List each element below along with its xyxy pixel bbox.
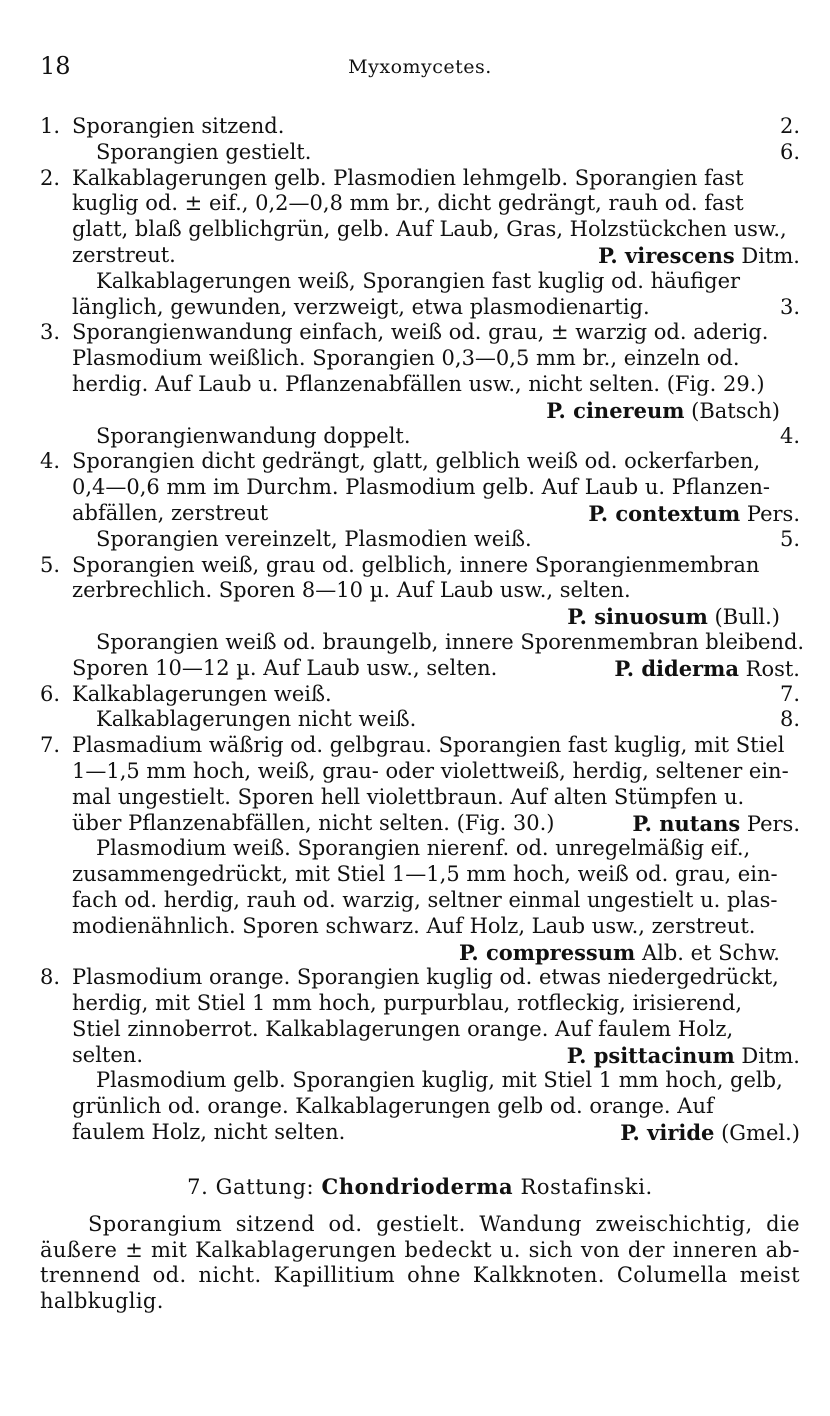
description-word: sitzend bbox=[235, 1211, 315, 1236]
key-text: selten. bbox=[72, 1042, 143, 1067]
description-word: gestielt. bbox=[376, 1211, 466, 1236]
couplet-number: 2. bbox=[40, 165, 61, 190]
key-text: Kalkablagerungen nicht weiß. bbox=[96, 707, 417, 732]
species-binomial: P. nutans bbox=[632, 810, 741, 836]
key-text: herdig. Auf Laub u. Pflanzenabfällen usw., nicht selten. (Fig. 29.) bbox=[72, 371, 765, 396]
key-line bbox=[40, 578, 800, 604]
couplet-number: 8. bbox=[40, 965, 61, 990]
species-name bbox=[614, 656, 800, 683]
species-author: Ditm. bbox=[741, 243, 800, 268]
key-text: zusammengedrückt, mit Stiel 1—1,5 mm hoch, weiß od. grau, ein- bbox=[72, 862, 778, 887]
key-text: Stiel zinnoberrot. Kalkablagerungen orange. Auf faulem Holz, bbox=[72, 1016, 734, 1041]
couplet-number: 4. bbox=[40, 449, 61, 474]
key-line bbox=[40, 449, 800, 475]
page-number: 18 bbox=[40, 52, 71, 80]
lead-reference: 7. bbox=[779, 681, 800, 706]
key-text: Kalkablagerungen gelb. Plasmodien lehmgelb. Sporangien fast bbox=[72, 165, 744, 190]
lead-reference: 3. bbox=[779, 294, 800, 319]
key-line bbox=[40, 888, 800, 914]
key-text: Sporangienwandung doppelt. bbox=[96, 423, 411, 448]
description-word: nicht. bbox=[198, 1263, 262, 1288]
key-text: kuglig od. ± eif., 0,2—0,8 mm br., dicht gedrängt, rauh od. fast bbox=[72, 191, 744, 216]
key-text: 1—1,5 mm hoch, weiß, grau- oder violettweiß, herdig, seltener ein- bbox=[72, 758, 789, 783]
key-text: Sporangien vereinzelt, Plasmodien weiß. bbox=[96, 526, 532, 551]
key-text: Plasmadium wäßrig od. gelbgrau. Sporangien fast kuglig, mit Stiel bbox=[72, 733, 785, 758]
key-line bbox=[40, 398, 800, 424]
key-line bbox=[40, 991, 800, 1017]
key-line bbox=[40, 372, 800, 398]
species-binomial: P. cinereum bbox=[546, 397, 685, 423]
key-text: Plasmodium weiß. Sporangien nierenf. od. unregelmäßig eif., bbox=[96, 836, 751, 861]
key-text: über Pflanzenabfällen, nicht selten. (Fig. 30.) bbox=[72, 810, 555, 835]
description-line bbox=[40, 1238, 800, 1264]
couplet-number: 5. bbox=[40, 552, 61, 577]
genus-author: Rostafinski. bbox=[520, 1174, 653, 1199]
species-name bbox=[598, 243, 800, 270]
description-word: trennend bbox=[40, 1263, 141, 1288]
species-binomial: P. diderma bbox=[614, 655, 739, 681]
key-line bbox=[40, 424, 800, 450]
key-text: mal ungestielt. Sporen hell violettbraun. Auf alten Stümpfen u. bbox=[72, 784, 745, 809]
species-name bbox=[567, 604, 780, 631]
key-couplet bbox=[40, 449, 800, 526]
key-couplet bbox=[40, 965, 800, 1068]
species-name bbox=[620, 1120, 800, 1147]
key-line bbox=[40, 940, 800, 966]
lead-reference: 4. bbox=[779, 423, 800, 448]
key-text: Sporangien gestielt. bbox=[96, 139, 312, 164]
description-word: Kalkablagerungen bbox=[195, 1237, 397, 1262]
key-text: Plasmodium orange. Sporangien kuglig od. etwas niedergedrückt, bbox=[72, 965, 779, 990]
genus-heading bbox=[40, 1174, 800, 1200]
key-line bbox=[40, 604, 800, 630]
key-text: zerstreut. bbox=[72, 242, 176, 267]
key-couplet bbox=[40, 527, 800, 553]
species-name bbox=[546, 398, 780, 425]
lead-reference: 5. bbox=[779, 526, 800, 551]
species-name bbox=[632, 811, 800, 838]
genus-prefix: 7. Gattung: bbox=[187, 1174, 315, 1199]
key-text: grünlich od. orange. Kalkablagerungen gelb od. orange. Auf bbox=[72, 1094, 714, 1119]
key-line bbox=[40, 475, 800, 501]
key-text: Kalkablagerungen weiß. bbox=[72, 681, 332, 706]
key-text: faulem Holz, nicht selten. bbox=[72, 1120, 346, 1145]
species-binomial: P. virescens bbox=[598, 242, 735, 268]
species-author: Pers. bbox=[746, 811, 800, 836]
lead-reference: 6. bbox=[779, 139, 800, 164]
description-word: od. bbox=[152, 1263, 187, 1288]
species-binomial: P. compressum bbox=[459, 939, 636, 965]
description-word: Kapillitium bbox=[273, 1263, 396, 1288]
key-line bbox=[40, 629, 805, 656]
key-couplet bbox=[40, 269, 800, 321]
description-word: ab- bbox=[765, 1237, 800, 1262]
key-couplet bbox=[40, 166, 800, 269]
key-line bbox=[40, 501, 800, 527]
key-text: Plasmodium weißlich. Sporangien 0,3—0,5 mm br., einzeln od. bbox=[72, 346, 740, 371]
key-line bbox=[40, 682, 800, 708]
species-name bbox=[459, 940, 780, 967]
description-word: Kalkknoten. bbox=[472, 1263, 605, 1288]
key-text: 0,4—0,6 mm im Durchm. Plasmodium gelb. Auf Laub u. Pflanzen- bbox=[72, 475, 770, 500]
key-line bbox=[40, 140, 800, 166]
key-line bbox=[40, 914, 800, 940]
species-name bbox=[567, 1043, 800, 1070]
lead-reference: 2. bbox=[779, 114, 800, 138]
species-author: (Gmel.) bbox=[721, 1121, 800, 1146]
key-line bbox=[40, 836, 800, 862]
couplet-number: 3. bbox=[40, 320, 61, 345]
key-couplet bbox=[40, 707, 800, 733]
species-author: Pers. bbox=[746, 501, 800, 526]
key-line bbox=[40, 1120, 800, 1146]
key-line bbox=[40, 707, 800, 733]
key-couplet bbox=[40, 1068, 800, 1145]
key-couplet bbox=[40, 424, 800, 450]
description-word: von bbox=[580, 1237, 621, 1262]
description-word: Columella bbox=[616, 1263, 728, 1288]
key-couplet bbox=[40, 733, 800, 836]
key-line bbox=[40, 1043, 800, 1069]
description-line bbox=[40, 1212, 800, 1238]
description-word: Sporangium bbox=[88, 1211, 223, 1236]
key-line bbox=[40, 217, 800, 243]
description-word: bedeckt bbox=[404, 1237, 492, 1262]
description-word: meist bbox=[739, 1263, 800, 1288]
species-author: (Bull.) bbox=[714, 605, 780, 630]
key-text: Sporangien sitzend. bbox=[72, 114, 285, 138]
key-line bbox=[40, 862, 800, 888]
key-line bbox=[40, 811, 800, 837]
key-couplet bbox=[40, 320, 800, 423]
description-word: mit bbox=[151, 1237, 188, 1262]
species-binomial: P. contextum bbox=[588, 500, 741, 526]
description-word: äußere bbox=[40, 1237, 118, 1262]
description-word: ± bbox=[125, 1237, 144, 1262]
couplet-number: 1. bbox=[40, 114, 61, 138]
key-text: abfällen, zerstreut bbox=[72, 500, 269, 525]
key-text: Sporangien weiß od. braungelb, innere Sporenmembran bleibend. bbox=[96, 629, 805, 654]
key-line bbox=[40, 733, 800, 759]
key-line bbox=[40, 114, 800, 140]
page bbox=[40, 52, 805, 1315]
key-line bbox=[40, 759, 800, 785]
species-name bbox=[588, 501, 800, 528]
key-text: glatt, blaß gelblichgrün, gelb. Auf Laub, Gras, Holzstückchen usw., bbox=[72, 217, 787, 242]
species-author: (Batsch) bbox=[691, 398, 780, 423]
key-line bbox=[40, 1017, 800, 1043]
key-line bbox=[40, 1094, 800, 1120]
key-couplet bbox=[40, 140, 800, 166]
identification-key bbox=[40, 114, 805, 1146]
key-text: herdig, mit Stiel 1 mm hoch, purpurblau, rotfleckig, irisierend, bbox=[72, 991, 743, 1016]
key-text: Sporen 10—12 µ. Auf Laub usw., selten. bbox=[72, 655, 498, 680]
description-word: Wandung bbox=[479, 1211, 582, 1236]
key-line bbox=[40, 243, 800, 269]
description-word: die bbox=[766, 1211, 800, 1236]
key-line bbox=[40, 1068, 800, 1094]
couplet-number: 7. bbox=[40, 733, 61, 758]
key-text: länglich, gewunden, verzweigt, etwa plasmodienartig. bbox=[72, 294, 650, 319]
species-binomial: P. psittacinum bbox=[566, 1042, 735, 1068]
description-line bbox=[40, 1263, 800, 1289]
key-text: Sporangienwandung einfach, weiß od. grau, ± warzig od. aderig. bbox=[72, 320, 769, 345]
key-line bbox=[40, 785, 800, 811]
running-title: Myxomycetes. bbox=[348, 56, 492, 78]
key-text: fach od. herdig, rauh od. warzig, seltner einmal ungestielt u. plas- bbox=[72, 887, 778, 912]
key-line bbox=[40, 295, 800, 321]
key-text: Sporangien dicht gedrängt, glatt, gelblich weiß od. ockerfarben, bbox=[72, 449, 761, 474]
lead-reference: 8. bbox=[779, 707, 800, 732]
species-author: Rost. bbox=[745, 656, 800, 681]
key-couplet bbox=[40, 629, 805, 682]
key-couplet bbox=[40, 114, 800, 140]
description-line: halbkuglig. bbox=[40, 1289, 164, 1314]
key-text: Kalkablagerungen weiß, Sporangien fast kuglig od. häufiger bbox=[96, 268, 741, 293]
key-line bbox=[40, 553, 800, 579]
description-word: ohne bbox=[407, 1263, 461, 1288]
description-word: inneren bbox=[672, 1237, 758, 1262]
key-text: Sporangien weiß, grau od. gelblich, innere Sporangienmembran bbox=[72, 552, 760, 577]
key-text: zerbrechlich. Sporen 8—10 µ. Auf Laub usw., selten. bbox=[72, 578, 631, 603]
key-line bbox=[40, 166, 800, 192]
page-header bbox=[40, 52, 800, 94]
species-binomial: P. sinuosum bbox=[567, 604, 708, 630]
key-line bbox=[40, 965, 800, 991]
key-line bbox=[40, 346, 800, 372]
key-couplet bbox=[40, 682, 800, 708]
key-text: modienähnlich. Sporen schwarz. Auf Holz, Laub usw., zerstreut. bbox=[72, 913, 756, 938]
couplet-number: 6. bbox=[40, 681, 61, 706]
species-binomial: P. viride bbox=[620, 1120, 715, 1146]
key-couplet bbox=[40, 553, 800, 630]
key-couplet bbox=[40, 836, 800, 965]
species-author: Alb. et Schw. bbox=[641, 940, 780, 965]
genus-description bbox=[40, 1212, 800, 1315]
species-author: Ditm. bbox=[741, 1043, 800, 1068]
key-text: Plasmodium gelb. Sporangien kuglig, mit Stiel 1 mm hoch, gelb, bbox=[96, 1068, 783, 1093]
description-word: od. bbox=[328, 1211, 363, 1236]
key-line bbox=[40, 527, 800, 553]
key-line bbox=[40, 191, 800, 217]
description-word: sich bbox=[528, 1237, 574, 1262]
key-line bbox=[40, 320, 800, 346]
key-line bbox=[40, 269, 800, 295]
description-word: u. bbox=[499, 1237, 521, 1262]
key-line bbox=[40, 656, 800, 682]
genus-name: Chondrioderma bbox=[321, 1173, 514, 1199]
description-word: zweischichtig, bbox=[595, 1211, 753, 1236]
description-word: der bbox=[627, 1237, 665, 1262]
